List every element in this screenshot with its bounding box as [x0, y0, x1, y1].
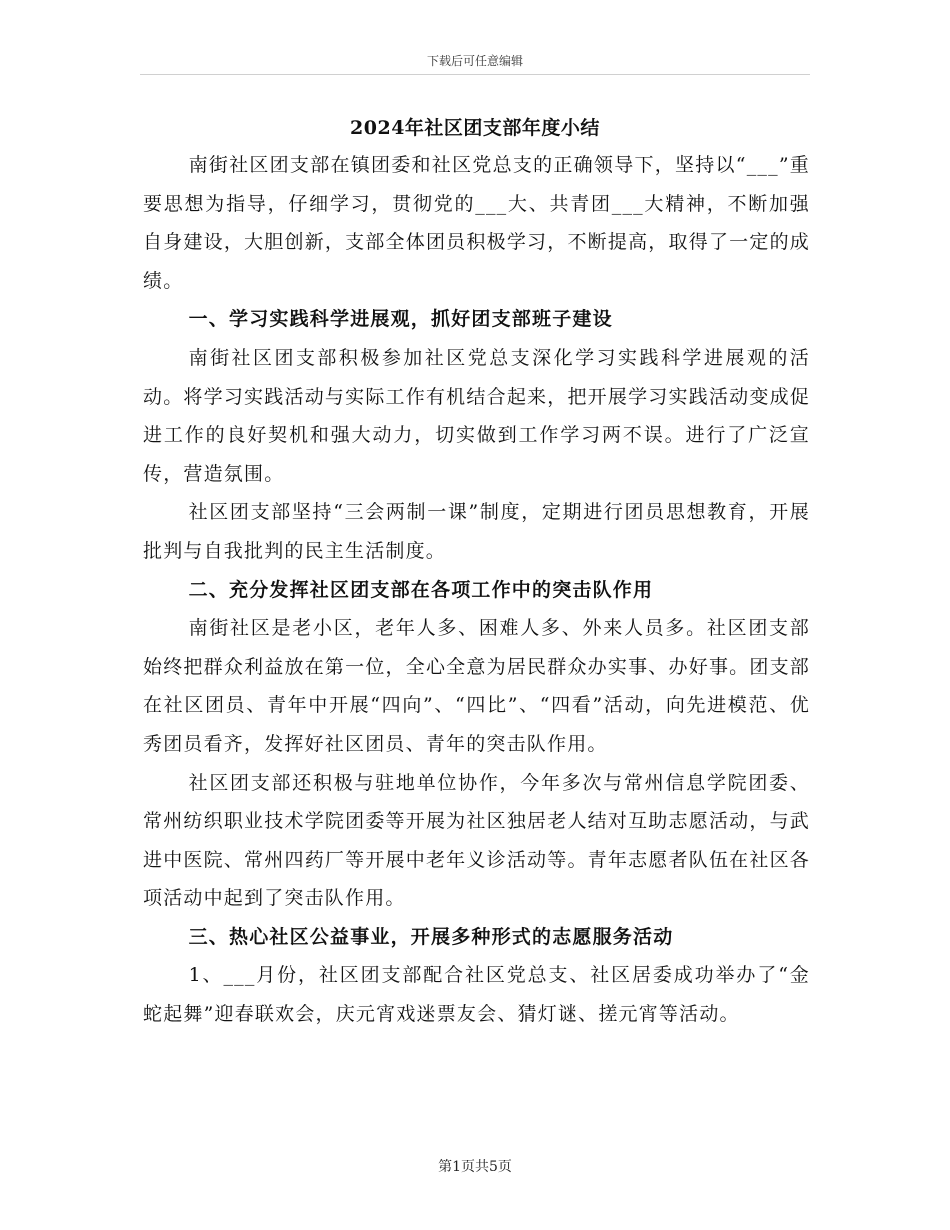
- header-divider: [140, 74, 810, 75]
- body-paragraph: 南街社区是老小区，老年人多、困难人多、外来人员多。社区团支部始终把群众利益放在第一位，全心全意为居民群众办实事、办好事。团支部在社区团员、青年中开展“四向”、“四比”、“四看”活动，向先进模范、优秀团员看齐，发挥好社区团员、青年的突击队作用。: [143, 617, 810, 755]
- section-heading-1: 一、学习实践科学进展观，抓好团支部班子建设: [188, 308, 613, 331]
- section-heading-3: 三、热心社区公益事业，开展多种形式的志愿服务活动: [188, 925, 674, 948]
- document-body: [143, 146, 810, 1034]
- page-number: 第1页共5页: [438, 1159, 512, 1175]
- page-header: 下载后可任意编辑: [426, 54, 523, 68]
- intro-paragraph: 南街社区团支部在镇团委和社区党总支的正确领导下，坚持以“___”重要思想为指导，仔细学习，贯彻党的___大、共青团___大精神，不断加强自身建设，大胆创新，支部全体团员积极学习，不断提高，取得了一定的成绩。: [143, 154, 810, 292]
- body-paragraph: 南街社区团支部积极参加社区党总支深化学习实践科学进展观的活动。将学习实践活动与实际工作有机结合起来，把开展学习实践活动变成促进工作的良好契机和强大动力，切实做到工作学习两不误。进行了广泛宣传，营造氛围。: [143, 346, 810, 485]
- body-paragraph: 社区团支部坚持“三会两制一课”制度，定期进行团员思想教育，开展批判与自我批判的民主生活制度。: [143, 501, 810, 562]
- body-paragraph: 社区团支部还积极与驻地单位协作，今年多次与常州信息学院团委、常州纺织职业技术学院团委等开展为社区独居老人结对互助志愿活动，与武进中医院、常州四药厂等开展中老年义诊活动等。青年志愿者队伍在社区各项活动中起到了突击队作用。: [143, 771, 810, 910]
- section-heading-2: 二、充分发挥社区团支部在各项工作中的突击队作用: [188, 578, 654, 601]
- body-paragraph: 1、___月份，社区团支部配合社区党总支、社区居委成功举办了“金蛇起舞”迎春联欢会，庆元宵戏迷票友会、猜灯谜、搓元宵等活动。: [143, 964, 810, 1026]
- document-title: 2024年社区团支部年度小结: [350, 117, 600, 139]
